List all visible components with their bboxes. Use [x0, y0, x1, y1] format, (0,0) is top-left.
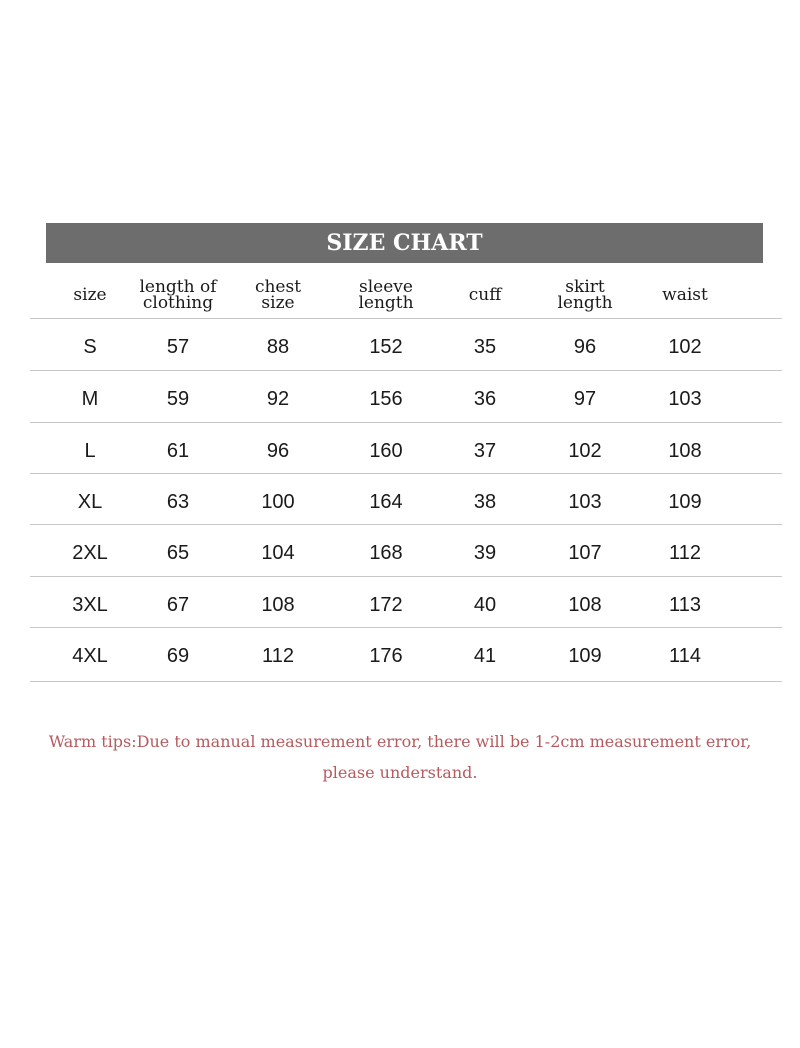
cell-cuff: 39 — [473, 541, 497, 564]
column-header-line: clothing — [142, 293, 214, 313]
table-row — [30, 476, 782, 528]
cell-cuff: 38 — [473, 490, 497, 513]
column-header-sleeve-length — [358, 272, 413, 318]
table-row — [30, 527, 782, 579]
column-header-line: size — [261, 293, 295, 313]
row-divider — [30, 318, 782, 319]
cell-waist: 102 — [668, 335, 702, 358]
cell-waist: 113 — [669, 593, 701, 616]
cell-sleeve-length: 152 — [369, 335, 403, 358]
column-header-line: sleeve — [359, 277, 413, 297]
column-header-line: length — [358, 293, 414, 313]
table-row — [30, 425, 782, 477]
warm-tips-line-2: please understand. — [322, 763, 478, 782]
column-header-line: skirt — [565, 277, 605, 297]
cell-size: M — [81, 387, 99, 410]
cell-size: 3XL — [72, 593, 108, 616]
cell-chest-size: 104 — [261, 541, 295, 564]
cell-skirt-length: 103 — [568, 490, 602, 513]
cell-skirt-length: 108 — [568, 593, 602, 616]
column-header-line: waist — [662, 285, 708, 305]
cell-length-of-clothing: 57 — [166, 335, 190, 358]
column-header-cuff — [469, 272, 502, 318]
column-header-waist — [662, 272, 708, 318]
cell-length-of-clothing: 67 — [166, 593, 190, 616]
cell-sleeve-length: 156 — [369, 387, 403, 410]
cell-chest-size: 88 — [266, 335, 290, 358]
cell-size: 4XL — [72, 644, 108, 667]
cell-sleeve-length: 168 — [369, 541, 403, 564]
cell-waist: 109 — [668, 490, 702, 513]
table-row — [30, 373, 782, 425]
cell-length-of-clothing: 65 — [166, 541, 190, 564]
cell-size: XL — [77, 490, 103, 513]
table-row — [30, 579, 782, 631]
cell-chest-size: 96 — [266, 439, 290, 462]
cell-chest-size: 108 — [261, 593, 295, 616]
cell-length-of-clothing: 63 — [166, 490, 190, 513]
cell-chest-size: 92 — [266, 387, 290, 410]
column-header-size — [73, 272, 106, 318]
cell-chest-size: 112 — [262, 644, 294, 667]
cell-cuff: 37 — [473, 439, 497, 462]
cell-waist: 112 — [669, 541, 701, 564]
column-header-line: length of — [139, 277, 217, 297]
cell-cuff: 41 — [473, 644, 497, 667]
cell-chest-size: 100 — [261, 490, 295, 513]
cell-sleeve-length: 176 — [369, 644, 403, 667]
column-header-chest-size — [255, 272, 301, 318]
table-header-row — [30, 272, 782, 318]
cell-skirt-length: 96 — [573, 335, 597, 358]
cell-length-of-clothing: 69 — [166, 644, 190, 667]
column-header-skirt-length — [557, 272, 612, 318]
cell-waist: 103 — [668, 387, 702, 410]
column-header-length-of-clothing — [139, 272, 216, 318]
cell-sleeve-length: 164 — [369, 490, 403, 513]
column-header-line: length — [557, 293, 613, 313]
column-header-line: size — [73, 285, 107, 305]
column-header-line: cuff — [468, 285, 502, 305]
cell-waist: 108 — [668, 439, 702, 462]
cell-sleeve-length: 172 — [369, 593, 403, 616]
cell-size: 2XL — [72, 541, 108, 564]
table-row — [30, 630, 782, 682]
cell-length-of-clothing: 61 — [166, 439, 190, 462]
cell-sleeve-length: 160 — [369, 439, 403, 462]
size-chart-title: SIZE CHART — [46, 223, 763, 263]
cell-skirt-length: 97 — [573, 387, 597, 410]
cell-cuff: 36 — [473, 387, 497, 410]
cell-skirt-length: 109 — [568, 644, 602, 667]
cell-skirt-length: 107 — [568, 541, 602, 564]
cell-cuff: 40 — [473, 593, 497, 616]
cell-cuff: 35 — [473, 335, 497, 358]
cell-length-of-clothing: 59 — [166, 387, 190, 410]
cell-waist: 114 — [669, 644, 701, 667]
column-header-line: chest — [254, 277, 302, 297]
cell-size: L — [84, 439, 96, 462]
warm-tips-line-1: Warm tips:Due to manual measurement error, there will be 1-2cm measurement error, — [48, 732, 752, 751]
cell-skirt-length: 102 — [568, 439, 602, 462]
cell-size: S — [83, 335, 97, 358]
warm-tips-note — [0, 726, 800, 788]
table-row — [30, 321, 782, 373]
